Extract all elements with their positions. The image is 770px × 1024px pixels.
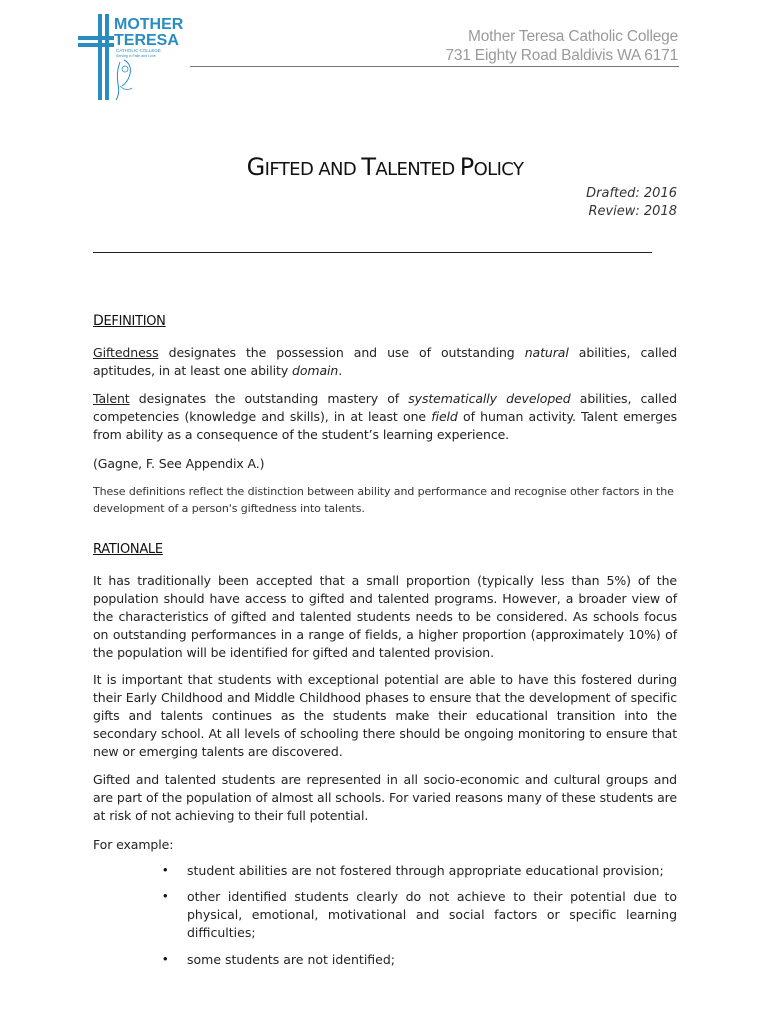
bullet-dot: • (163, 888, 168, 903)
drafted-date: Drafted: 2016 (586, 186, 677, 201)
school-name: Mother Teresa Catholic College (468, 28, 678, 45)
logo-motto: Serving in Faith and Love (116, 54, 156, 58)
rationale-paragraph-1: It has traditionally been accepted that a small proportion (typically less than 5%) of the population should have access to gifted and talented programs. However, a broader view of the characteristics of gifted and talented students needs to be considered. As schools focus on outstanding performances in a range of fields, a higher proportion (approximately 10%) of the population will be identified for gifted and talented provision. (93, 573, 677, 660)
title-divider (93, 252, 652, 253)
rationale-paragraph-2: It is important that students with exceptional potential are able to have this fostered during their Early Childhood and Middle Childhood phases to ensure that the development of specific gifts and talents continues as the students make their educational transition into the secondary school. At all levels of schooling there should be ongoing monitoring to ensure that new or emerging talents are discovered. (93, 672, 677, 759)
rationale-paragraph-3: Gifted and talented students are represented in all socio-economic and cultural groups and are part of the population of almost all schools. For varied reasons many of these students are at risk of not achieving to their full potential. (93, 772, 677, 823)
list-item: student abilities are not fostered through appropriate educational provision; (187, 863, 664, 878)
citation: (Gagne, F. See Appendix A.) (93, 456, 265, 471)
definition-note: These definitions reflect the distinction between ability and performance and recognise other factors in the development of a person's giftedness into talents. (93, 485, 674, 515)
giftedness-paragraph: Giftedness designates the possession and use of outstanding natural abilities, called aptitudes, in at least one ability domain. (93, 345, 677, 378)
header-divider (190, 66, 679, 67)
school-logo (76, 12, 188, 102)
for-example-label: For example: (93, 837, 174, 852)
logo-line2: TERESA (114, 32, 179, 49)
review-date: Review: 2018 (588, 204, 677, 219)
page-title: GIFTED AND TALENTED POLICY (246, 153, 524, 181)
talent-paragraph: Talent designates the outstanding mastery of systematically developed abilities, called competencies (knowledge and skills), in at least one field of human activity. Talent emerges from ability as a consequence of the student’s learning experience. (93, 391, 677, 442)
logo-line1: MOTHER (114, 16, 184, 33)
bullet-dot: • (163, 862, 168, 877)
bullet-dot: • (163, 951, 168, 966)
list-item: other identified students clearly do not achieve to their potential due to physical, emotional, motivational and social factors or specific learning difficulties; (187, 889, 677, 940)
logo-subtitle: CATHOLIC COLLEGE (116, 48, 161, 53)
rationale-heading: RATIONALE (93, 542, 163, 557)
school-address: 731 Eighty Road Baldivis WA 6171 (445, 47, 678, 64)
list-item: some students are not identified; (187, 952, 396, 967)
definition-heading: DEFINITION (93, 313, 166, 329)
